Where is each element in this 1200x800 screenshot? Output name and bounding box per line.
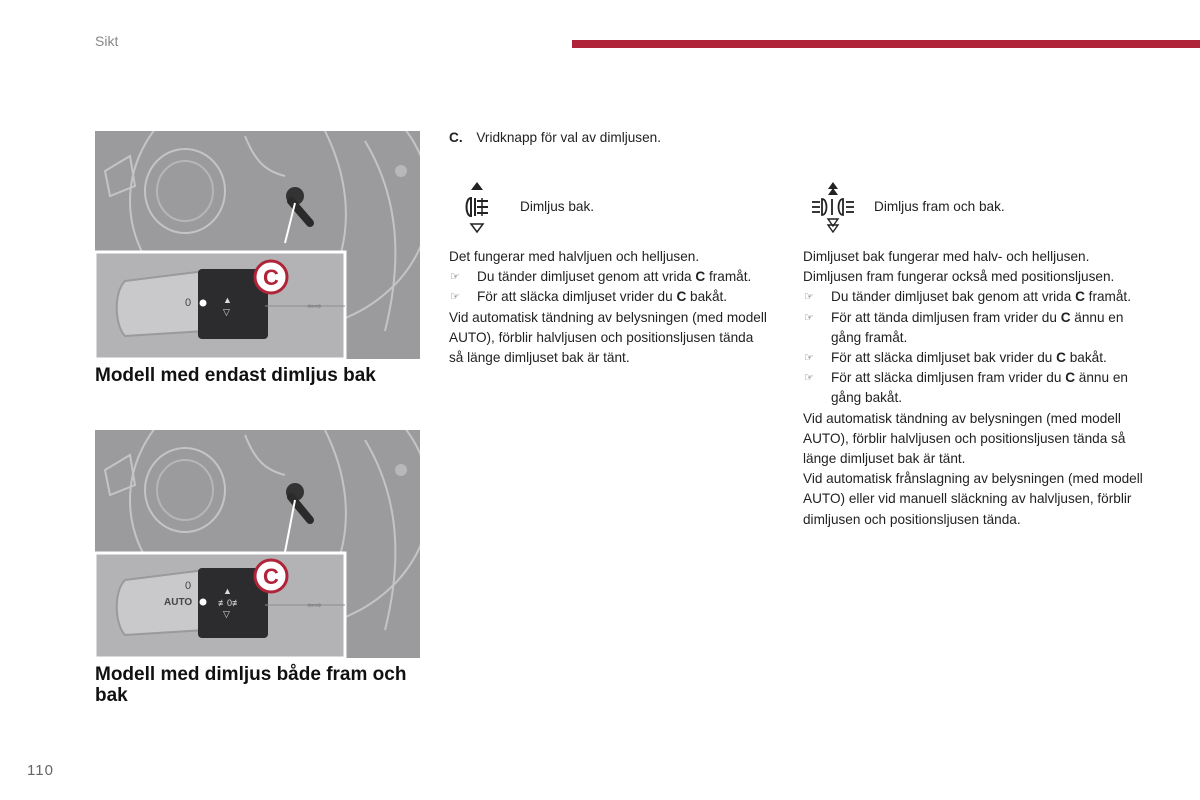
front-rear-fog-icon-label: Dimljus fram och bak. [874,198,1005,214]
rear-intro: Det fungerar med halvljuen och helljusen. [449,249,700,264]
rear-bullet-2: ☞ För att släcka dimljuset vrider du C bakåt. [450,289,728,305]
svg-text:⇦⇨: ⇦⇨ [307,600,323,610]
knob-description [449,128,779,148]
heading-rear-fog-model: Modell med endast dimljus bak [95,365,376,386]
knob-text: Vridknapp för val av dimljusen. [476,130,661,145]
front-rear-fog-icon-row [810,180,1005,234]
auto-label: AUTO [164,597,193,608]
both-outro-1: Vid automatisk tändning av belysningen (med modell AUTO), förblir halvljusen och positionsljusen tända så länge dimljuset bak är tänt. [803,410,1126,467]
both-outro-2: Vid automatisk frånslagning av belysningen (med modell AUTO) eller vid manuell släckning av halvljusen, förblir dimljusen och positionsljusen tända. [803,471,1143,527]
callout-c [255,261,287,293]
brand-emblem [395,165,407,177]
svg-text:▽: ▽ [223,609,230,619]
rear-fog-text [449,247,769,368]
front-rear-fog-text [803,247,1143,530]
both-bullet-1: ☞ Du tänder dimljuset bak genom att vrida C framåt. [804,289,1131,305]
both-intro: Dimljuset bak fungerar med halv- och helljusen. Dimljusen fram fungerar också med positionsljusen. [803,249,1115,285]
rear-bullet-1: ☞ Du tänder dimljuset genom att vrida C framåt. [450,269,752,285]
knob-letter: C. [449,130,463,145]
rear-fog-icon-label: Dimljus bak. [520,198,595,214]
svg-text:C: C [263,265,279,290]
rear-fog-icon-row [462,180,594,234]
svg-text:▲: ▲ [223,295,232,305]
svg-text:▽: ▽ [223,307,230,317]
svg-text:0: 0 [185,297,192,309]
rear-outro: Vid automatisk tändning av belysningen (med modell AUTO), förblir halvljusen och positionsljusen tända så länge dimljuset bak är tänt. [449,309,767,366]
svg-text:0: 0 [185,580,192,592]
both-bullet-3: ☞ För att släcka dimljuset bak vrider du C bakåt. [804,350,1107,366]
section-label: Sikt [95,33,119,49]
rear-fog-light-icon [462,180,492,234]
svg-text:≢0≢: ≢0≢ [218,598,242,608]
svg-text:C: C [263,564,279,589]
svg-text:▲: ▲ [223,586,232,596]
header-accent-bar [572,40,1200,48]
illustration-rear-fog-model [95,131,420,359]
illustration-front-rear-fog-model [95,430,420,658]
both-bullet-2: ☞ För att tända dimljusen fram vrider du C ännu en gång framåt. [804,309,1124,345]
svg-text:⇦⇨: ⇦⇨ [307,301,323,311]
front-rear-fog-light-icon [810,180,856,234]
page-number: 110 [27,762,54,779]
both-bullet-4: ☞ För att släcka dimljusen fram vrider du C ännu en gång bakåt. [804,370,1128,406]
heading-front-rear-fog-model: Modell med dimljus både fram och bak [95,664,407,706]
